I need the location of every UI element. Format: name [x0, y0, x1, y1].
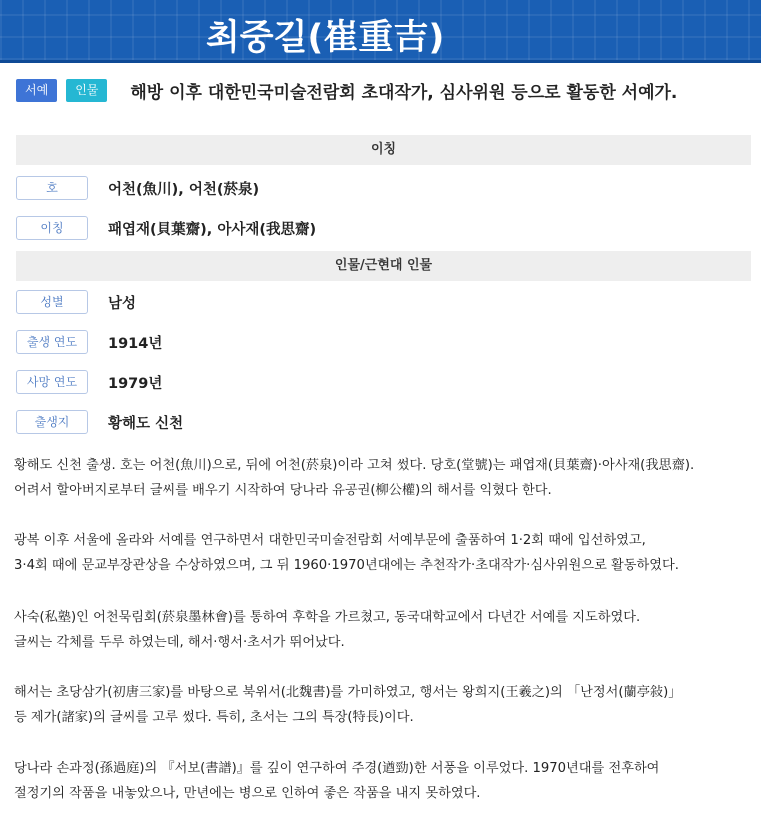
info-row-gender	[16, 288, 136, 316]
info-row-alias	[16, 214, 316, 242]
paragraph-line: 글씨는 각체를 두루 하였는데, 해서·행서·초서가 뛰어났다.	[14, 635, 345, 650]
info-label: 출생지	[16, 410, 88, 434]
body-paragraph	[14, 453, 754, 503]
page-title: 최중길(崔重吉)	[206, 18, 445, 58]
summary-headline: 해방 이후 대한민국미술전람회 초대작가, 심사위원 등으로 활동한 서예가.	[130, 82, 678, 103]
info-label: 호	[16, 176, 88, 200]
info-label: 이칭	[16, 216, 88, 240]
paragraph-line: 해서는 초당삼가(初唐三家)를 바탕으로 북위서(北魏書)를 가미하였고, 행서는 왕희지(王羲之)의 「난정서(蘭亭敍)」	[14, 685, 682, 700]
info-value: 패엽재(貝葉齋), 아사재(我思齋)	[108, 221, 317, 238]
summary-line	[16, 78, 677, 102]
body-paragraph	[14, 605, 754, 655]
section-header-person: 인물/근현대 인물	[16, 251, 751, 281]
title-banner	[0, 0, 761, 63]
paragraph-line: 절정기의 작품을 내놓았으나, 만년에는 병으로 인하여 좋은 작품을 내지 못하였다.	[14, 786, 481, 801]
category-tag-calligraphy[interactable]: 서예	[16, 79, 57, 102]
info-label: 성별	[16, 290, 88, 314]
paragraph-line: 당나라 손과정(孫過庭)의 『서보(書譜)』를 깊이 연구하여 주경(遒勁)한 서풍을 이루었다. 1970년대를 전후하여	[14, 761, 660, 776]
info-label: 사망 연도	[16, 370, 88, 394]
paragraph-line: 등 제가(諸家)의 글씨를 고루 썼다. 특히, 초서는 그의 특장(特長)이다.	[14, 710, 414, 725]
info-row-birthplace	[16, 408, 183, 436]
section-header-alias: 이칭	[16, 135, 751, 165]
paragraph-line: 황해도 신천 출생. 호는 어천(魚川)으로, 뒤에 어천(菸泉)이라 고쳐 썼다. 당호(堂號)는 패엽재(貝葉齋)·아사재(我思齋).	[14, 458, 695, 473]
category-tag-person[interactable]: 인물	[66, 79, 107, 102]
paragraph-line: 사숙(私塾)인 어천묵림회(菸泉墨林會)를 통하여 후학을 가르쳤고, 동국대학교에서 다년간 서예를 지도하였다.	[14, 610, 641, 625]
info-value: 남성	[108, 295, 137, 312]
body-paragraph	[14, 528, 754, 578]
info-value: 황해도 신천	[108, 415, 184, 432]
paragraph-line: 3·4회 때에 문교부장관상을 수상하였으며, 그 뒤 1960·1970년대에는 추천작가·초대작가·심사위원으로 활동하였다.	[14, 558, 679, 573]
info-row-pen-name	[16, 174, 259, 202]
body-paragraph	[14, 756, 754, 806]
info-row-death-year	[16, 368, 162, 396]
body-paragraph	[14, 680, 754, 730]
info-value: 1979년	[108, 375, 163, 392]
paragraph-line: 어려서 할아버지로부터 글씨를 배우기 시작하여 당나라 유공권(柳公權)의 해서를 익혔다 한다.	[14, 483, 552, 498]
info-value: 어천(魚川), 어천(菸泉)	[108, 181, 260, 198]
info-row-birth-year	[16, 328, 162, 356]
paragraph-line: 광복 이후 서울에 올라와 서예를 연구하면서 대한민국미술전람회 서예부문에 출품하여 1·2회 때에 입선하였고,	[14, 533, 646, 548]
info-value: 1914년	[108, 335, 163, 352]
info-label: 출생 연도	[16, 330, 88, 354]
